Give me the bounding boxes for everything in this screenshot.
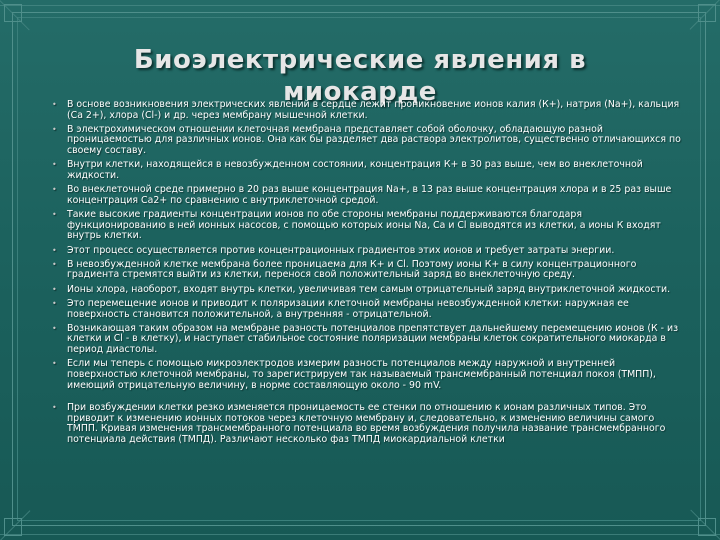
bullet-dot-icon: • — [52, 359, 57, 369]
bullet-item — [52, 185, 682, 206]
bullet-dot-icon: • — [52, 160, 57, 170]
bullet-text: Если мы теперь с помощью микроэлектродов измерим разность потенциалов между наружной и внутренней поверхностью клеточной мембраны, то зарегистрируем так называемый трансмембранный потенциал покоя (ТМПП), имеющий отрицательную величину, в норме составляющую около - 90 mV. — [67, 358, 656, 391]
bullet-text: Это перемещение ионов и приводит к поляризации клеточной мембраны невозбужденной клетки: наружная ее поверхность становится положительной, а внутренняя - отрицательной. — [67, 298, 629, 320]
corner-box-top-left — [4, 4, 22, 22]
bullet-text: При возбуждении клетки резко изменяется проницаемость ее стенки по отношению к ионам различных типов. Это приводит к изменению ионных потоков через клеточную мембрану и, следовательно, к изменению величины самого ТМПП. Кривая изменения трансмембранного потенциала во время возбуждения получила название трансмембранного потенциала действия (ТМПД). Различают несколько фаз ТМПД миокардиальной клетки — [67, 402, 666, 445]
bullet-text: Этот процесс осуществляется против концентрационных градиентов этих ионов и требует затраты энергии. — [67, 244, 615, 256]
bullet-item — [52, 246, 682, 257]
bullet-item — [52, 285, 682, 296]
bullet-item — [52, 125, 682, 157]
bullet-text: Во внеклеточной среде примерно в 20 раз выше концентрация Na+, в 13 раз выше концентрация хлора и в 25 раз выше концентрация Са2+ по сравнению с внутриклеточной средой. — [67, 184, 672, 206]
bullet-item — [52, 403, 682, 445]
bullet-dot-icon: • — [52, 100, 57, 109]
bullet-dot-icon: • — [52, 185, 57, 195]
bullet-dot-icon: • — [52, 323, 57, 333]
bullet-dot-icon: • — [52, 284, 57, 294]
bullet-item — [52, 160, 682, 181]
frame-line-bottom — [0, 534, 720, 535]
bullet-item — [52, 324, 682, 356]
bullet-dot-icon: • — [52, 403, 57, 413]
bullet-text: Внутри клетки, находящейся в невозбужденном состоянии, концентрация К+ в 30 раз выше, чем во внеклеточной жидкости. — [67, 159, 643, 181]
frame-line-top — [0, 5, 720, 6]
bullet-text: Возникающая таким образом на мембране разность потенциалов препятствует дальнейшему перемещению ионов (К - из клетки и Cl - в клетку), и наступает стабильное состояние поляризации мембраны клеток сократительного миокарда в период диастолы. — [67, 322, 679, 356]
bullet-text: В основе возникновения электрических явлений в сердце лежит проникновение ионов калия (К+), натрия (Na+), кальция (Са 2+), хлора (Сl-) и др. через мембрану мышечной клетки. — [67, 99, 680, 121]
bullet-text: Такие высокие градиенты концентрации ионов по обе стороны мембраны поддерживаются благодаря функционированию в ней ионных насосов, с помощью которых ионы Na, Са и Сl выводятся из клетки, а ионы К входят внутрь клетки. — [67, 209, 661, 242]
corner-box-top-right — [698, 4, 716, 22]
corner-box-bottom-left — [4, 518, 22, 536]
bullet-dot-icon: • — [52, 299, 57, 308]
bullet-item — [52, 260, 682, 281]
corner-box-bottom-right — [698, 518, 716, 536]
bullet-dot-icon: • — [52, 259, 57, 269]
bullet-dot-icon: • — [52, 124, 57, 134]
bullet-item — [52, 100, 682, 121]
bullet-item — [52, 210, 682, 242]
slide-title: Биоэлектрические явления в миокарде — [133, 45, 587, 107]
bullet-item — [52, 359, 682, 391]
bullet-dot-icon: • — [52, 245, 57, 255]
bullet-item — [52, 299, 682, 320]
bullet-text: В электрохимическом отношении клеточная мембрана представляет собой оболочку, обладающую разной проницаемостью для различных ионов. Она как бы разделяет два раствора электролитов, существенно отличающихся по своему составу. — [67, 123, 681, 157]
bullet-text: Ионы хлора, наоборот, входят внутрь клетки, увеличивая тем самым отрицательный заряд внутриклеточной жидкости. — [67, 283, 671, 295]
bullet-text: В невозбужденной клетке мембрана более проницаема для К+ и Cl. Поэтому ионы К+ в силу концентрационного градиента стремятся выйти из клетки, перенося свой положительный заряд во внеклеточную среду. — [67, 258, 637, 281]
bullet-dot-icon: • — [52, 210, 57, 220]
bullet-list — [52, 100, 682, 449]
